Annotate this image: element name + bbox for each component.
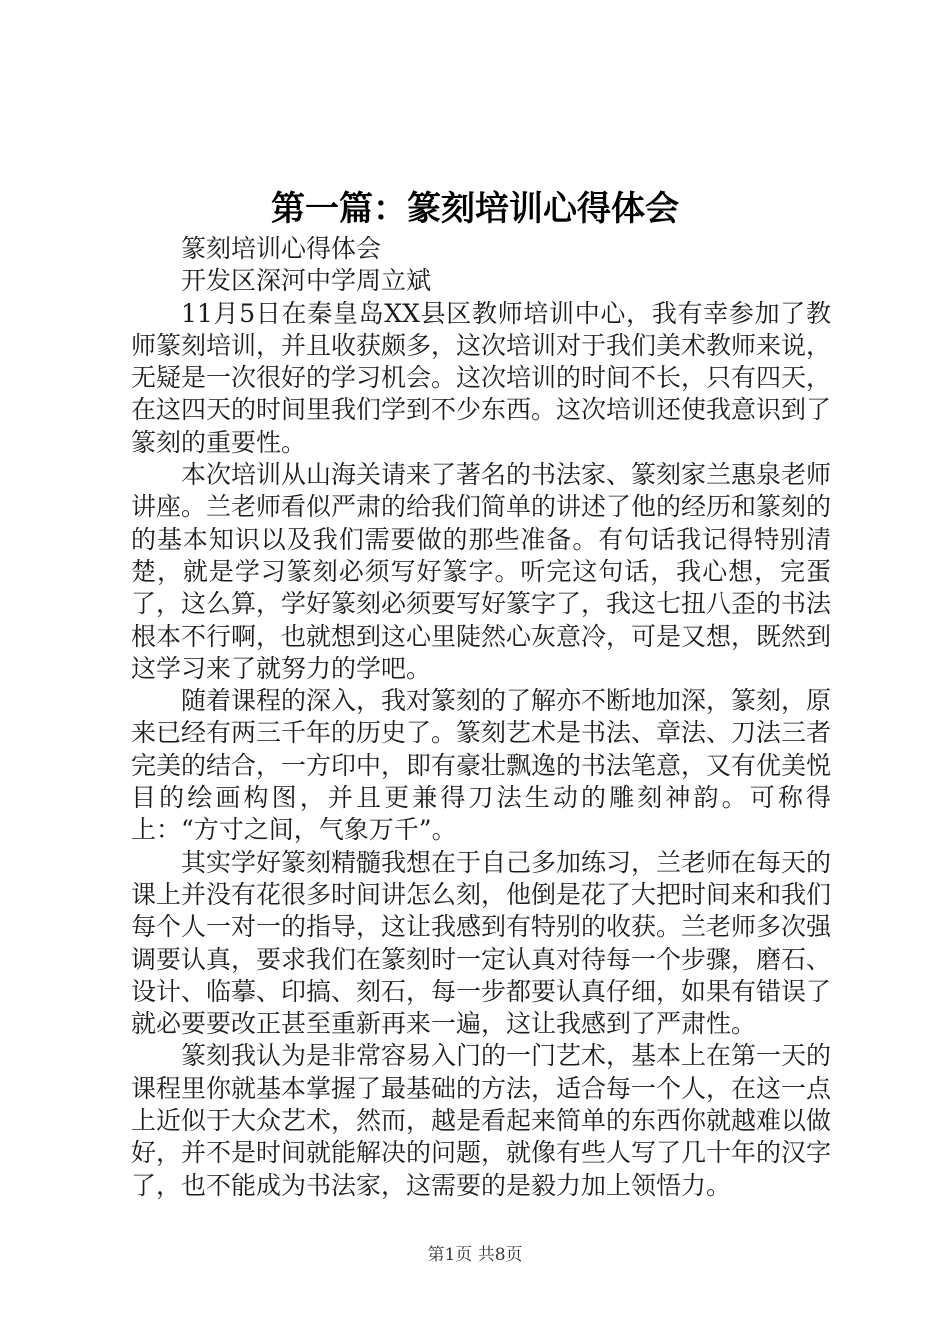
- paragraph: 随着课程的深入，我对篆刻的了解亦不断地加深，篆刻，原来已经有两三千年的历史了。篆刻艺术是书法、章法、刀法三者完美的结合，一方印中，即有豪壮飘逸的书法笔意，又有优美悦目的绘画构图，并且更兼得刀法生动的雕刻神韵。可称得上：“方寸之间，气象万千”。: [131, 686, 832, 845]
- subtitle: 篆刻培训心得体会: [181, 234, 382, 263]
- paragraph: 11月5日在秦皇岛XX县区教师培训中心，我有幸参加了教师篆刻培训，并且收获颇多，这次培训对于我们美术教师来说，无疑是一次很好的学习机会。这次培训的时间不长，只有四天，在这四天的时间里我们学到不少东西。这次培训还使我意识到了篆刻的重要性。: [131, 298, 832, 457]
- paragraph: 其实学好篆刻精髓我想在于自己多加练习，兰老师在每天的课上并没有花很多时间讲怎么刻，他倒是花了大把时间来和我们每个人一对一的指导，这让我感到有特别的收获。兰老师多次强调要认真，要求我们在篆刻时一定认真对待每一个步骤，磨石、设计、临摹、印搞、刻石，每一步都要认真仔细，如果有错误了就必要要改正甚至重新再来一遍，这让我感到了严肃性。: [131, 847, 832, 1039]
- document-title: 第一篇：篆刻培训心得体会: [271, 189, 679, 229]
- page-footer: 第1页 共8页: [427, 1245, 523, 1265]
- author-line: 开发区深河中学周立斌: [181, 266, 432, 296]
- paragraph: 本次培训从山海关请来了著名的书法家、篆刻家兰惠泉老师讲座。兰老师看似严肃的给我们简单的讲述了他的经历和篆刻的的基本知识以及我们需要做的那些准备。有句话我记得特别清楚，就是学习篆刻必须写好篆字。听完这句话，我心想，完蛋了，这么算，学好篆刻必须要写好篆字了，我这七扭八歪的书法根本不行啊，也就想到这心里陡然心灰意冷，可是又想，既然到这学习来了就努力的学吧。: [131, 460, 832, 683]
- document-body: [131, 233, 831, 1202]
- paragraph: 篆刻我认为是非常容易入门的一门艺术，基本上在第一天的课程里你就基本掌握了最基础的方法，适合每一个人，在这一点上近似于大众艺术，然而，越是看起来简单的东西你就越难以做好，并不是时间就能解决的问题，就像有些人写了几十年的汉字了，也不能成为书法家，这需要的是毅力加上领悟力。: [131, 1041, 832, 1200]
